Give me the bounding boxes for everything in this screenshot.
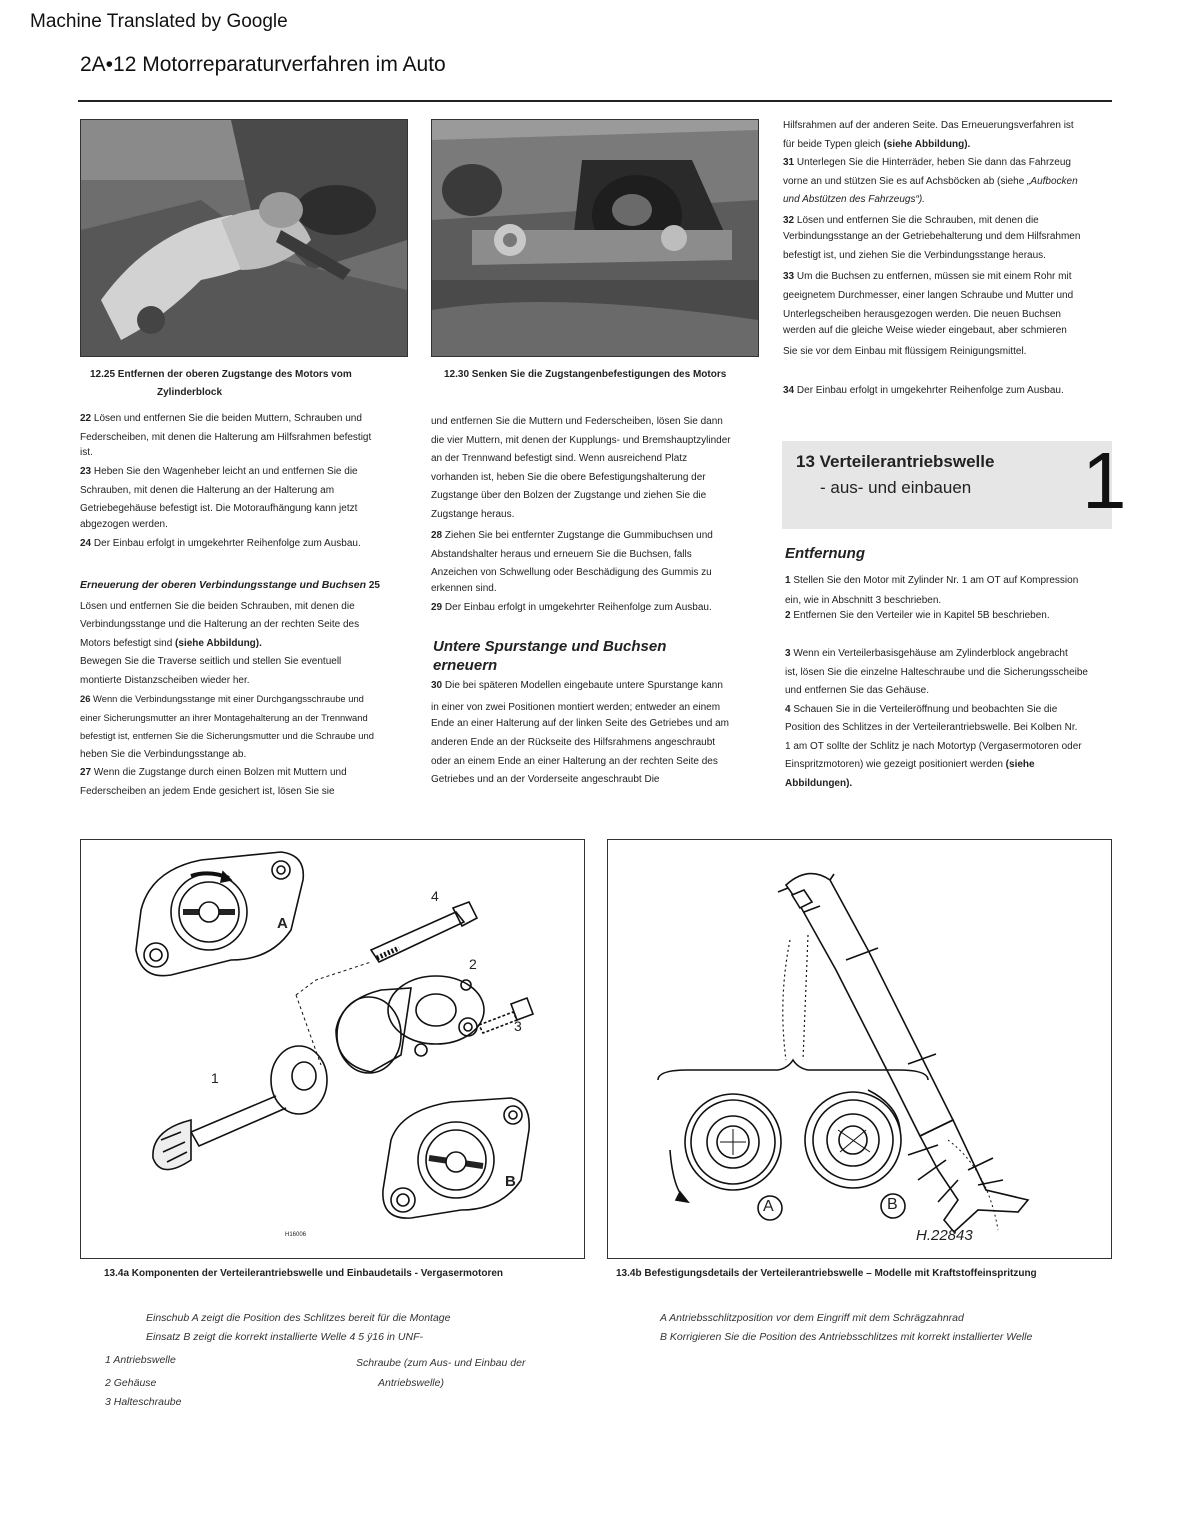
diagram-a-num-2: 2 (469, 956, 477, 972)
diagram-a-note-2: Einsatz B zeigt die korrekt installierte Welle 4 5 ÿ16 in UNF- (146, 1331, 423, 1343)
heading-entfernung: Entfernung (785, 545, 865, 562)
diagram-a-num-3: 3 (514, 1018, 522, 1034)
photo-caption-1: 12.25 Entfernen der oberen Zugstange des Motors vom (90, 369, 352, 380)
column-3-lower: Entfernung 1 Stellen Sie den Motor mit Zylinder Nr. 1 am OT auf Kompression ein, wie in Abschnitt 3 beschrieben. 2 Entfernen Sie den Verteiler wie in Kapitel 5B beschrieben. 3 Wenn ein Verteilerbasisgehäuse am Zylinderblock angebracht ist, lösen Sie die einzelne Halteschraube und die Sicherungsscheibe und entfernen Sie das Gehäuse. 4 Schauen Sie in die Verteileröffnung und beobachten Sie die Position des Schlitzes in der Verteilerantriebswelle. Bei Kolben Nr. 1 am OT sollte der Schlitz je nach Motortyp (Vergasermotoren oder Einspritzmotoren) wie gezeigt positioniert werden (siehe Abbildungen). (785, 544, 1125, 793)
photo-caption-1-line2: Zylinderblock (157, 387, 223, 398)
photo-upper-tie-rod (80, 119, 408, 357)
diagram-a-item-4: Schraube (zum Aus- und Einbau der (356, 1357, 526, 1369)
diagram-b-note-2: B Korrigieren Sie die Position des Antriebsschlitzes mit korrekt installierter Welle (660, 1331, 1033, 1343)
section-subtitle: - aus- und einbauen (820, 478, 972, 497)
chapter-number: 1 (1082, 436, 1127, 525)
diagram-b-label-A: A (763, 1198, 774, 1215)
diagram-a-item-4-line2: Antriebswelle) (378, 1377, 444, 1389)
diagram-injection-drive-shaft (607, 839, 1112, 1259)
heading-untere-spurstange: Untere Spurstange und Buchsen erneuern (433, 638, 667, 674)
diagram-b-caption: 13.4b Befestigungsdetails der Verteilerantriebswelle – Modelle mit Kraftstoffeinspritzung (616, 1268, 1037, 1279)
diagram-a-num-4: 4 (431, 888, 439, 904)
diagram-a-label-A: A (277, 915, 288, 932)
diagram-b-note-1: A Antriebsschlitzposition vor dem Eingriff mit dem Schrägzahnrad (660, 1312, 964, 1324)
photo-tie-rod-mounts (431, 119, 759, 357)
diagram-a-num-1: 1 (211, 1070, 219, 1086)
section-title: 13 Verteilerantriebswelle (796, 452, 995, 471)
column-1: 22 Lösen und entfernen Sie die beiden Muttern, Schrauben und Federscheiben, mit denen die Halterung am Hilfsrahmen befestigt ist. 23 Heben Sie den Wagenheber leicht an und entfernen Sie die Schrauben, mit denen die Halterung an der Halterung am Getriebegehäuse befestigt ist. Die Motoraufhängung kann jetzt abgezogen werden. 24 Der Einbau erfolgt in umgekehrter Reihenfolge zum Ausbau. Erneuerung der oberen Verbindungsstange und Buchsen 25 Lösen und entfernen Sie die beiden Schrauben, mit denen die Verbindungsstange und die Halterung an der rechten Seite des Motors befestigt sind (siehe Abbildung). Bewegen Sie die Traverse seitlich und stellen Sie eventuell montierte Distanzscheiben wieder her. 26 Wenn die Verbindungsstange mit einer Durchgangsschraube und einer Sicherungsmutter an ihrer Montagehalterung an der Trennwand befestigt ist, entfernen Sie die Sicherungsmutter und die Schraube und heben Sie die Verbindungsstange ab. 27 Wenn die Zugstange durch einen Bolzen mit Muttern und Federscheiben an jedem Ende gesichert ist, lösen Sie sie (80, 413, 380, 797)
page-title: 2A•12 Motorreparaturverfahren im Auto (80, 53, 446, 76)
diagram-a-note-1: Einschub A zeigt die Position des Schlitzes bereit für die Montage (146, 1312, 451, 1324)
machine-translated-banner: Machine Translated by Google (30, 11, 288, 32)
diagram-a-label-B: B (505, 1173, 516, 1190)
diagram-carburettor-drive-shaft (80, 839, 585, 1259)
diagram-a-code: H16006 (285, 1232, 307, 1238)
header-rule (78, 100, 1112, 102)
diagram-a-item-2: 2 Gehäuse (105, 1377, 157, 1389)
column-3: Hilfsrahmen auf der anderen Seite. Das Erneuerungsverfahren ist für beide Typen gleich (siehe Abbildung). 31 Unterlegen Sie die Hinterräder, heben Sie dann das Fahrzeug vorne an und stützen Sie es auf Achsböcken ab (siehe „Aufbocken und Abstützen des Fahrzeugs“). 32 Lösen und entfernen Sie die Schrauben, mit denen die Verbindungsstange an der Getriebehalterung und dem Hilfsrahmen befestigt ist, und ziehen Sie die Verbindungsstange heraus. 33 Um die Buchsen zu entfernen, müssen sie mit einem Rohr mit geeignetem Durchmesser, einer langen Schraube und Mutter und Unterlegscheiben herausgezogen werden. Die neuen Buchsen werden auf die gleiche Weise wieder eingebaut, aber schmieren Sie sie vor dem Einbau mit flüssigem Reinigungsmittel. 34 Der Einbau erfolgt in umgekehrter Reihenfolge zum Ausbau. (783, 120, 1081, 396)
diagram-a-item-1: 1 Antriebswelle (105, 1354, 176, 1366)
diagram-a-caption: 13.4a Komponenten der Verteilerantriebswelle und Einbaudetails - Vergasermotoren (104, 1268, 504, 1279)
diagram-a-item-3: 3 Halteschraube (105, 1396, 182, 1408)
diagram-b-label-B: B (887, 1196, 898, 1213)
column-2: und entfernen Sie die Muttern und Federscheiben, lösen Sie dann die vier Muttern, mit denen der Kupplungs- und Bremshauptzylinder an der Trennwand befestigt sind. Wenn ausreichend Platz vorhanden ist, heben Sie die obere Befestigungshalterung der Zugstange über den Bolzen der Zugstange und ziehen Sie die Zugstange heraus. 28 Ziehen Sie bei entfernter Zugstange die Gummibuchsen und Abstandshalter heraus und erneuern Sie die Buchsen, falls Anzeichen von Schwellung oder Beschädigung des Gummis zu erkennen sind. 29 Der Einbau erfolgt in umgekehrter Reihenfolge zum Ausbau. Untere Spurstange und Buchsen erneuern 30 Die bei späteren Modellen eingebaute untere Spurstange kann in einer von zwei Positionen montiert werden; entweder an einem Ende an einer Halterung auf der linken Seite des Getriebes und am anderen Ende an der Rückseite des Hilfsrahmens angeschraubt oder an einem Ende an einer Halterung an der rechten Seite des Getriebes und an der Vorderseite angeschraubt Die (431, 413, 766, 790)
photo-caption-2: 12.30 Senken Sie die Zugstangenbefestigungen des Motors (444, 369, 727, 380)
diagram-b-code: H.22843 (916, 1227, 973, 1244)
